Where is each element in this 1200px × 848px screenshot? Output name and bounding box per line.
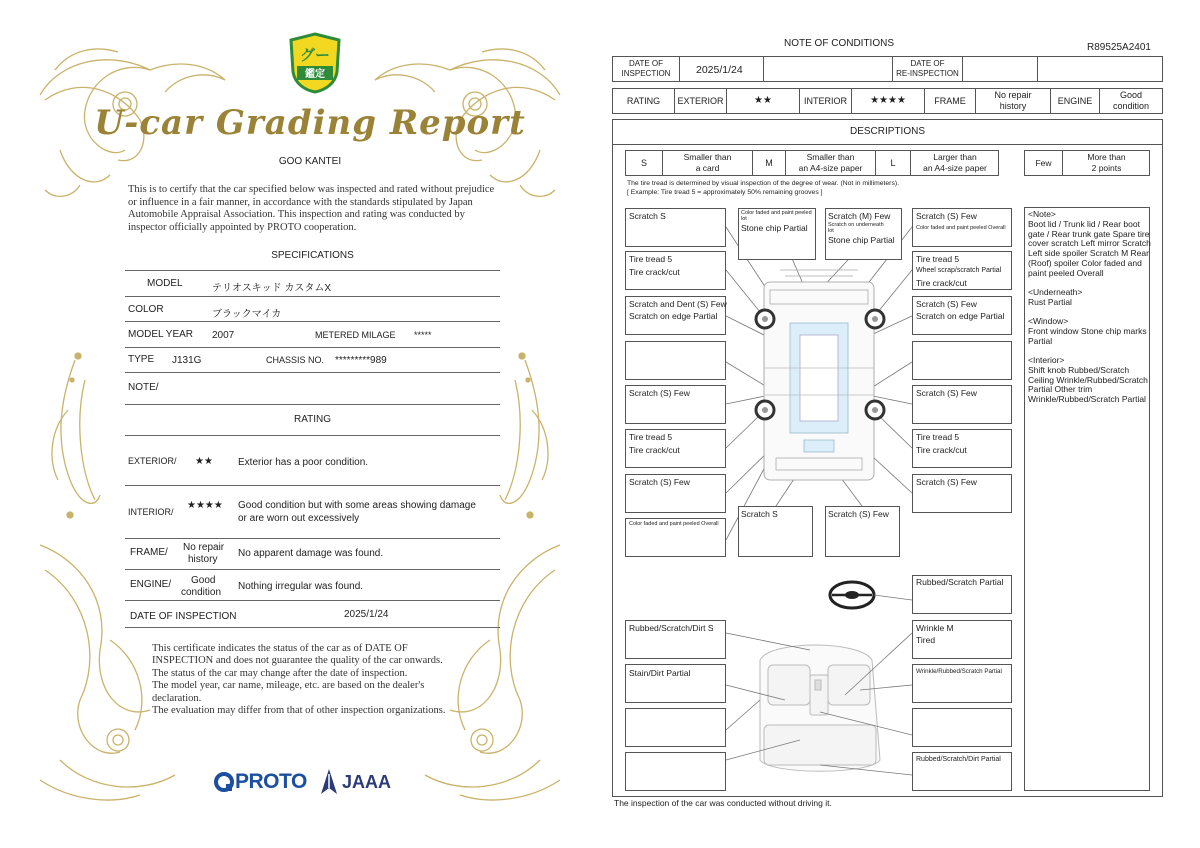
notes-column bbox=[1028, 210, 1152, 415]
engine-label: ENGINE bbox=[1057, 96, 1093, 106]
proto-logo-text: PROTO bbox=[235, 770, 307, 793]
interior-text-2: or are worn out excessively bbox=[238, 513, 360, 524]
certificate-subtitle: GOO KANTEI bbox=[278, 156, 342, 167]
cell-divider bbox=[679, 56, 680, 82]
interior-stars: ★★★★ bbox=[187, 500, 223, 511]
damage-text: Rubbed/Scratch Partial bbox=[916, 577, 1004, 587]
legend-s-desc bbox=[663, 152, 752, 173]
interior-stars: ★★★★ bbox=[870, 95, 906, 106]
sheet-title: NOTE OF CONDITIONS bbox=[784, 38, 894, 49]
goo-kantei-badge-icon bbox=[287, 32, 343, 94]
divider bbox=[125, 321, 500, 322]
cell-divider bbox=[962, 56, 963, 82]
engine-label: ENGINE/ bbox=[130, 579, 172, 590]
chassis-value: *********989 bbox=[335, 355, 387, 366]
jaaa-logo-icon bbox=[319, 768, 339, 796]
model-value: テリオスキッド カスタムX bbox=[212, 283, 332, 294]
divider bbox=[125, 485, 500, 486]
divider bbox=[612, 144, 1163, 145]
damage-text: Tire tread 5 bbox=[629, 254, 673, 264]
legend-few: Few bbox=[1035, 158, 1052, 168]
label-line: RE-INSPECTION bbox=[896, 69, 959, 78]
damage-text: Scratch (M) Few bbox=[828, 211, 891, 221]
divider bbox=[125, 270, 500, 271]
damage-text: Scratch (S) Few bbox=[916, 211, 977, 221]
legend-line: Larger than bbox=[933, 152, 977, 162]
damage-text: Tire tread 5 bbox=[629, 432, 673, 442]
svg-text:グー: グー bbox=[299, 46, 331, 64]
legend-m: M bbox=[765, 158, 773, 168]
underneath-heading: <Underneath> bbox=[1028, 287, 1083, 298]
tire-note-2: [ Example: Tire tread 5 = approximately 50% remaining grooves ] bbox=[627, 189, 823, 196]
divider bbox=[125, 627, 500, 628]
label-line: DATE OF bbox=[910, 59, 945, 68]
reference-number: R89525A2401 bbox=[1087, 42, 1151, 53]
frame-value-2: history bbox=[188, 554, 218, 565]
value-line: No repair bbox=[994, 90, 1032, 100]
damage-text: Scratch on underneath bbox=[828, 222, 884, 228]
date-of-inspection-value: 2025/1/24 bbox=[696, 64, 743, 76]
damage-text: lot bbox=[828, 228, 834, 234]
footer-line: The status of the car may change after the date of inspection. bbox=[152, 667, 408, 679]
damage-text: Scratch (S) Few bbox=[916, 388, 977, 398]
window-text: Front window Stone chip marks Partial bbox=[1028, 325, 1147, 346]
certificate-title: U-car Grading Report bbox=[94, 103, 526, 143]
engine-value bbox=[1100, 90, 1162, 111]
damage-text: Stone chip Partial bbox=[828, 235, 895, 245]
exterior-stars: ★★ bbox=[754, 95, 772, 106]
damage-text: Scratch on edge Partial bbox=[916, 311, 1005, 321]
engine-value-2: condition bbox=[181, 587, 222, 598]
value-line: history bbox=[999, 100, 1027, 111]
footer-line: INSPECTION and does not guarantee the quality of the car onwards. bbox=[152, 655, 443, 667]
damage-text: Scratch (S) Few bbox=[916, 477, 977, 487]
cell-divider bbox=[763, 56, 764, 82]
damage-text: Color faded and paint peeled Overall bbox=[916, 225, 1006, 231]
damage-text: Wrinkle/Rubbed/Scratch Partial bbox=[916, 668, 1002, 675]
legend-line: More than bbox=[1087, 152, 1126, 162]
descriptions-title: DESCRIPTIONS bbox=[849, 126, 925, 137]
legend-line: an A4-size paper bbox=[923, 162, 987, 173]
color-value: ブラックマイカ bbox=[212, 309, 282, 320]
damage-box-right-front-door bbox=[912, 341, 1012, 380]
sheet-footer: The inspection of the car was conducted without driving it. bbox=[614, 798, 832, 808]
frame-text: No apparent damage was found. bbox=[238, 548, 384, 559]
reinspection-label bbox=[893, 59, 962, 79]
damage-text: Rubbed/Scratch/Dirt S bbox=[629, 623, 714, 633]
exterior-label: EXTERIOR bbox=[677, 96, 724, 106]
divider bbox=[125, 569, 500, 570]
label-line: INSPECTION bbox=[621, 69, 671, 78]
damage-text: Tire crack/cut bbox=[629, 267, 680, 277]
exterior-text: Exterior has a poor condition. bbox=[238, 457, 369, 468]
damage-text: Scratch (S) Few bbox=[629, 388, 690, 398]
damage-text: Tire tread 5 bbox=[916, 432, 960, 442]
interior-text: Shift knob Rubbed/Scratch Ceiling Wrinkle/Rubbed/Scratch Partial Other trim Wrinkle/Rubbed/Scratch Partial bbox=[1028, 364, 1148, 405]
damage-text: Tire crack/cut bbox=[916, 278, 967, 288]
damage-text: Color faded and paint peeled Overall bbox=[629, 521, 719, 527]
damage-text: Scratch on edge Partial bbox=[629, 311, 718, 321]
frame-label: FRAME bbox=[934, 96, 966, 106]
frame-label: FRAME/ bbox=[130, 547, 168, 558]
date-of-inspection-label bbox=[613, 59, 679, 79]
legend-line: Smaller than bbox=[806, 152, 855, 162]
frame-value bbox=[976, 90, 1050, 111]
value-line: condition bbox=[1112, 100, 1150, 111]
legend-l-desc bbox=[911, 152, 999, 173]
jaaa-logo-text: JAAA bbox=[342, 772, 392, 792]
damage-box-interior-5 bbox=[625, 708, 726, 747]
damage-text: Rubbed/Scratch/Dirt Partial bbox=[916, 756, 1001, 763]
color-label: COLOR bbox=[128, 304, 164, 315]
legend-few-desc bbox=[1063, 152, 1150, 173]
certificate-intro: This is to certify that the car specified below was inspected and rated without prejudice or influence in a fair manner, in accordance with the standards stipulated by Japan Automobile Appraisal Association. This inspection and rating was conducted by inspector officially appointed by PROTO cooperation. bbox=[128, 184, 495, 233]
certificate-footer bbox=[152, 643, 492, 717]
interior-text-1: Good condition but with some areas showing damage bbox=[238, 500, 476, 511]
divider bbox=[125, 404, 500, 405]
damage-text: Tired bbox=[916, 635, 936, 645]
rating-label: RATING bbox=[626, 96, 661, 106]
legend-line: 2 points bbox=[1091, 162, 1122, 173]
type-value: J131G bbox=[172, 355, 202, 366]
divider bbox=[125, 347, 500, 348]
damage-text: Tire crack/cut bbox=[916, 445, 967, 455]
frame-value-1: No repair bbox=[183, 542, 225, 553]
footer-line: This certificate indicates the status of the car as of DATE OF bbox=[152, 643, 408, 654]
model-year-label: MODEL YEAR bbox=[128, 329, 194, 340]
note-heading: <Note> bbox=[1028, 209, 1056, 219]
interior-label: INTERIOR bbox=[803, 96, 847, 106]
cell-divider bbox=[1037, 56, 1038, 82]
logos bbox=[213, 768, 413, 798]
interior-label: INTERIOR/ bbox=[128, 507, 174, 517]
legend-line: Smaller than bbox=[683, 152, 732, 162]
legend-l: L bbox=[890, 158, 896, 168]
date-of-inspection-label: DATE OF INSPECTION bbox=[130, 611, 237, 622]
model-label: MODEL bbox=[147, 278, 183, 289]
damage-text: Tire tread 5 bbox=[916, 254, 960, 264]
damage-text: Wheel scrap/scratch Partial bbox=[916, 267, 1002, 274]
damage-text: Scratch (S) Few bbox=[916, 299, 977, 309]
footer-line: The evaluation may differ from that of other inspection organizations. bbox=[152, 705, 446, 717]
metered-mileage-label: METERED MILAGE bbox=[315, 330, 396, 340]
type-label: TYPE bbox=[128, 354, 155, 365]
damage-text: Scratch and Dent (S) Few bbox=[629, 299, 727, 309]
divider bbox=[125, 600, 500, 601]
divider bbox=[125, 296, 500, 297]
engine-value-1: Good bbox=[191, 575, 216, 586]
damage-text: Scratch (S) Few bbox=[828, 509, 889, 519]
exterior-label: EXTERIOR/ bbox=[128, 456, 177, 466]
divider bbox=[125, 538, 500, 539]
damage-box-left-front-door bbox=[625, 341, 726, 380]
window-heading: <Window> bbox=[1028, 316, 1069, 327]
svg-text:鑑定: 鑑定 bbox=[305, 69, 325, 80]
interior-heading: <Interior> bbox=[1028, 355, 1065, 366]
chassis-label: CHASSIS NO. bbox=[266, 355, 325, 365]
rating-title: RATING bbox=[293, 414, 332, 425]
specifications-title: SPECIFICATIONS bbox=[271, 250, 354, 261]
damage-text: Tire crack/cut bbox=[629, 445, 680, 455]
damage-text: Stone chip Partial bbox=[741, 223, 808, 233]
value-line: Good bbox=[1119, 90, 1143, 100]
model-year-value: 2007 bbox=[212, 330, 235, 341]
legend-line: a card bbox=[695, 162, 720, 173]
damage-box-interior-7 bbox=[625, 752, 726, 791]
damage-text: Scratch S bbox=[741, 509, 778, 519]
tire-note-1: The tire tread is determined by visual inspection of the degree of wear. (Not in millimeters). bbox=[627, 180, 899, 187]
damage-text: Scratch S bbox=[629, 211, 666, 221]
legend-m-desc bbox=[786, 152, 875, 173]
exterior-stars: ★★ bbox=[195, 456, 213, 467]
date-of-inspection-value: 2025/1/24 bbox=[344, 609, 389, 620]
underneath-text: Rust Partial bbox=[1028, 296, 1072, 307]
damage-box-interior-6 bbox=[912, 708, 1012, 747]
damage-text: lot bbox=[741, 216, 747, 222]
damage-text: Scratch (S) Few bbox=[629, 477, 690, 487]
damage-text: Wrinkle M bbox=[916, 623, 954, 633]
metered-mileage-value: ***** bbox=[414, 330, 432, 340]
note-text: Boot lid / Trunk lid / Rear boot gate / Rear trunk gate Spare tire cover scratch Left mirror Scratch Left side spoiler Scratch M Rear (Roof) spoiler Color faded and paint peeled Overall bbox=[1028, 218, 1151, 278]
label-line: DATE OF bbox=[628, 59, 664, 68]
footer-line: declaration. bbox=[152, 692, 202, 704]
proto-logo-icon bbox=[213, 771, 235, 793]
legend-line: an A4-size paper bbox=[798, 162, 863, 173]
inspection-date-row bbox=[612, 56, 1163, 82]
note-label: NOTE/ bbox=[128, 382, 159, 393]
divider bbox=[125, 435, 500, 436]
legend-s: S bbox=[640, 158, 647, 168]
damage-text: Color faded and paint peeled bbox=[741, 210, 812, 216]
damage-text: Stain/Dirt Partial bbox=[629, 668, 691, 678]
footer-line: The model year, car name, mileage, etc. are based on the dealer's bbox=[152, 680, 425, 692]
engine-text: Nothing irregular was found. bbox=[238, 581, 364, 592]
divider bbox=[125, 372, 500, 373]
